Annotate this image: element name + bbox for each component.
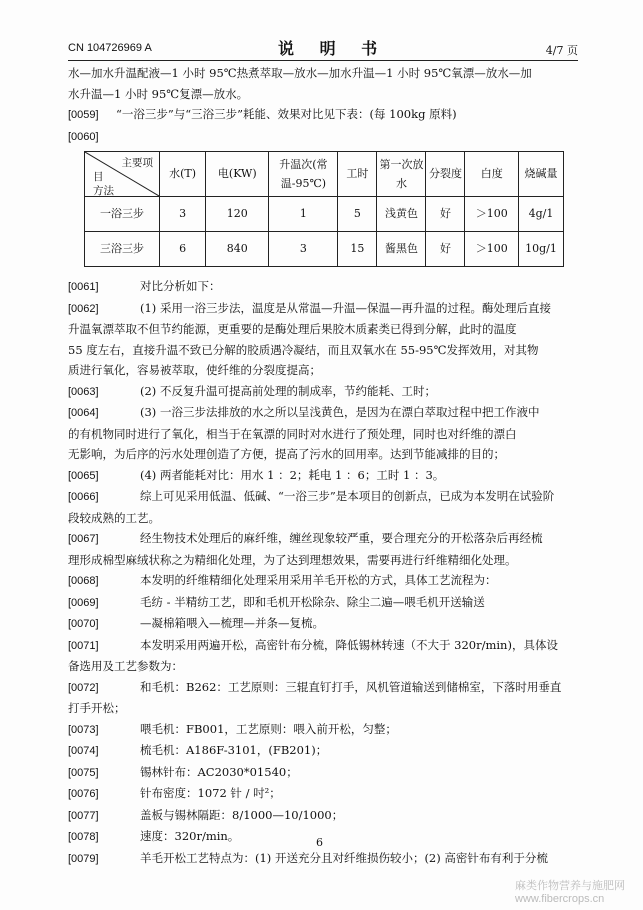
paragraph-text: 对比分析如下： xyxy=(140,279,221,293)
table-cell: 15 xyxy=(338,232,377,267)
table-cell: 好 xyxy=(426,197,465,232)
paragraph-line xyxy=(68,509,580,529)
diag-mid-label: 目 xyxy=(93,171,104,183)
paragraph-first-line xyxy=(68,763,580,784)
paragraph-tag: [0066] xyxy=(68,491,99,503)
paragraph-text: “一浴三步”与“三浴三步”耗能、效果对比见下表：(每 100kg 原料) xyxy=(116,107,457,121)
paragraph-first-line xyxy=(68,529,580,550)
paragraph-text: 毛纺 - 半精纺工艺，即和毛机开松除杂、除尘二遍—喂毛机开送输送 xyxy=(140,594,485,609)
paragraph-tag: [0075] xyxy=(68,766,99,779)
paragraph-text: 和毛机：B262：工艺原则：三辊直钉打手，风机管道输送到储棉室，下落时用垂直 xyxy=(140,679,562,694)
paragraph-text: 的有机物同时进行了氧化，相当于在氧漂的同时对水进行了预处理，同时也对纤维的漂白 xyxy=(68,426,517,441)
watermark-line: 麻类作物营养与施肥网 xyxy=(515,880,625,892)
paragraph-first-line xyxy=(68,571,580,592)
table-cell: 4g/1 xyxy=(519,197,564,232)
paragraph-tag: [0061] xyxy=(68,281,99,293)
paragraph-first-line xyxy=(68,849,580,870)
paragraph-first-line xyxy=(68,466,580,487)
paragraph-line xyxy=(68,657,580,677)
paragraph-first-line xyxy=(68,277,580,298)
patent-number: CN 104726969 A xyxy=(68,42,152,54)
paragraph-line xyxy=(68,361,580,381)
paragraph-tag: [0059] xyxy=(68,109,99,121)
paragraph-tag: [0074] xyxy=(68,745,99,757)
column-header: 升温次(常温-95℃) xyxy=(269,152,338,197)
intro-line: 水—加水升温配液—1 小时 95℃热煮萃取—放水—加水升温—1 小时 95℃氧漂—放水—加 xyxy=(68,66,532,80)
header-rule xyxy=(68,60,578,61)
paragraph-first-line xyxy=(68,784,580,805)
comparison-table xyxy=(84,151,564,267)
paragraph-text: 羊毛开松工艺特点为：(1) 开送充分且对纤维损伤较小；(2) 高密针布有利于分梳 xyxy=(140,850,548,865)
paragraph-text: 喂毛机：FB001，工艺原则：喂入前开松，匀整； xyxy=(140,721,397,736)
column-header: 水(T) xyxy=(160,152,206,197)
paragraph-text: (3) 一浴三步法排放的水之所以呈浅黄色，是因为在漂白萃取过程中把工作液中 xyxy=(140,405,540,419)
paragraph-first-line xyxy=(68,614,580,635)
paragraph-text: 本发明的纤维精细化处理采用采用羊毛开松的方式，具体工艺流程为： xyxy=(140,573,497,587)
paragraph-first-line xyxy=(68,636,580,657)
paragraph-0059 xyxy=(68,105,580,126)
paragraph-tag: [0062] xyxy=(68,302,99,315)
paragraph-list xyxy=(68,277,580,869)
paragraph-first-line xyxy=(68,299,580,320)
paragraph-text: 备选用及工艺参数为： xyxy=(68,659,183,673)
paragraph-tag: [0065] xyxy=(68,469,99,482)
paragraph-text: (1) 采用一浴三步法，温度是从常温—升温—保温—再升温的过程。酶处理后直接 xyxy=(140,300,551,315)
paragraph-tag: [0060] xyxy=(68,130,99,143)
paragraph-tag: [0070] xyxy=(68,618,99,630)
paragraph-text: 盖板与锡林隔距：8/1000—10/1000； xyxy=(140,807,344,822)
intro-line: 水升温—1 小时 95℃复漂—放水。 xyxy=(68,86,249,101)
paragraph-tag: [0071] xyxy=(68,639,99,652)
paragraph-text: 针布密度：1072 针 / 吋²； xyxy=(140,786,281,800)
paragraph-first-line xyxy=(68,382,580,403)
column-header: 工时 xyxy=(338,152,377,197)
paragraph-first-line xyxy=(68,487,580,508)
table-row xyxy=(85,232,564,267)
table-cell: ＞100 xyxy=(465,197,519,232)
paragraph-text: —凝棉箱喂入—梳理—并条—复梳。 xyxy=(140,616,324,630)
column-header: 第一次放水 xyxy=(377,152,426,197)
paragraph-text: 速度：320r/min。 xyxy=(140,829,240,843)
paragraph-text: 升温氧漂萃取不但节约能源，更重要的是酶处理后果胶木质素类已得到分解，此时的温度 xyxy=(68,322,517,336)
paragraph-first-line xyxy=(68,806,580,827)
paragraph-tag: [0076] xyxy=(68,788,99,800)
paragraph-text: 段较成熟的工艺。 xyxy=(68,510,160,525)
paragraph-first-line xyxy=(68,741,580,762)
paragraph-first-line xyxy=(68,827,580,848)
table-cell: 10g/1 xyxy=(519,232,564,267)
row-label: 三浴三步 xyxy=(85,232,160,267)
paragraph-tag: [0073] xyxy=(68,723,99,736)
paragraph-text: (4) 两者能耗对比：用水 1 ：2；耗电 1 ：6；工时 1 ：3。 xyxy=(140,467,445,482)
table-header-row xyxy=(85,152,564,197)
page-indicator: 4/7 页 xyxy=(545,44,578,57)
document-title: 说 明 书 xyxy=(278,39,388,58)
paragraph-text: 经生物技术处理后的麻纤维，缠丝现象较严重，要合理充分的开松落杂后再经梳 xyxy=(140,531,543,545)
paragraph-tag: [0077] xyxy=(68,809,99,822)
paragraph-line xyxy=(68,320,580,340)
diagonal-header-cell xyxy=(85,152,160,197)
column-header: 白度 xyxy=(465,152,519,197)
watermark xyxy=(515,880,625,906)
document-body xyxy=(68,64,580,870)
table-cell: ＞100 xyxy=(465,232,519,267)
paragraph-line xyxy=(68,425,580,445)
paragraph-text: 质进行氧化，容易被萃取，使纤维的分裂度提高； xyxy=(68,363,321,377)
watermark-line: www.fibercrops.cn xyxy=(515,893,605,905)
table-cell: 好 xyxy=(426,232,465,267)
paragraph-tag: [0072] xyxy=(68,681,99,694)
paragraph-text: 综上可见采用低温、低碱、“一浴三步”是本项目的创新点，已成为本发明在试验阶 xyxy=(140,489,555,503)
page-header xyxy=(68,38,578,58)
diag-top-label: 主要项 xyxy=(121,157,153,169)
paragraph-line xyxy=(68,341,580,361)
paragraph-first-line xyxy=(68,678,580,699)
paragraph-line xyxy=(68,551,580,571)
paragraph-first-line xyxy=(68,403,580,424)
paragraph-line xyxy=(68,445,580,465)
paragraph-tag: [0063] xyxy=(68,385,99,398)
paragraph-first-line xyxy=(68,593,580,614)
paragraph-tag: [0067] xyxy=(68,533,99,545)
page-number: 6 xyxy=(316,836,323,849)
table-cell: 3 xyxy=(269,232,338,267)
paragraph-line xyxy=(68,699,580,719)
paragraph-text: 本发明采用两遍开松，高密针布分梳，降低锡林转速（不大于 320r/min)，具体设 xyxy=(140,637,558,652)
paragraph-tag: [0064] xyxy=(68,407,99,419)
table-cell: 5 xyxy=(338,197,377,232)
table-cell: 120 xyxy=(206,197,269,232)
table-cell: 1 xyxy=(269,197,338,232)
table-cell: 酱黑色 xyxy=(377,232,426,267)
paragraph-text: 锡林针布：AC2030*01540； xyxy=(140,764,298,779)
diag-bottom-label: 方法 xyxy=(93,185,114,197)
column-header: 分裂度 xyxy=(426,152,465,197)
row-label: 一浴三步 xyxy=(85,197,160,232)
paragraph-text: 55 度左右，直接升温不致已分解的胶质遇冷凝结，而且双氧水在 55-95℃发挥效用，对其物 xyxy=(68,342,539,357)
table-cell: 3 xyxy=(160,197,206,232)
table-cell: 840 xyxy=(206,232,269,267)
paragraph-first-line xyxy=(68,720,580,741)
column-header: 电(KW) xyxy=(206,152,269,197)
paragraph-tag: [0069] xyxy=(68,596,99,609)
table-cell: 浅黄色 xyxy=(377,197,426,232)
column-header: 烧碱量 xyxy=(519,152,564,197)
table-cell: 6 xyxy=(160,232,206,267)
paragraph-tag: [0079] xyxy=(68,852,99,865)
paragraph-0060 xyxy=(68,127,580,148)
paragraph-tag: [0068] xyxy=(68,575,99,587)
table-row xyxy=(85,197,564,232)
paragraph-text: (2) 不反复升温可提高前处理的制成率，节约能耗、工时； xyxy=(140,383,436,398)
paragraph-text: 无影响，为后序的污水处理创造了方便，提高了污水的回用率。达到节能减排的目的； xyxy=(68,447,505,461)
paragraph-text: 理形成棉型麻绒状称之为精细化处理，为了达到理想效果，需要再进行纤维精细化处理。 xyxy=(68,552,517,567)
paragraph-text: 打手开松； xyxy=(68,701,126,715)
paragraph-tag: [0078] xyxy=(68,831,99,843)
paragraph-text: 梳毛机：A186F-3101，(FB201)； xyxy=(140,743,328,757)
